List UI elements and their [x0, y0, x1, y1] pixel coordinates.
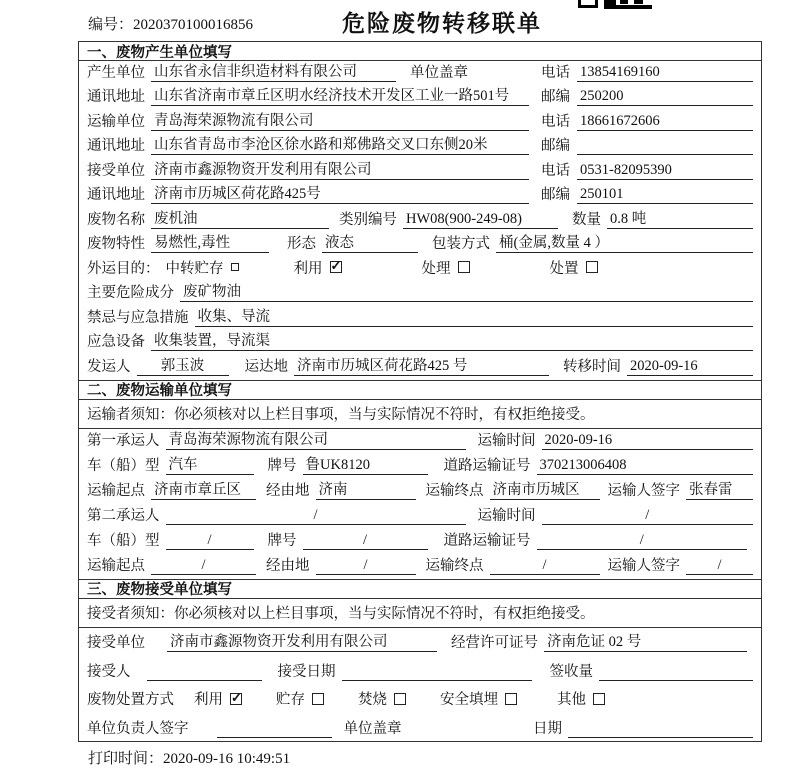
transporter-zip — [577, 138, 753, 155]
section1-header: 一、废物产生单位填写 — [79, 42, 761, 61]
packing-label: 包装方式 — [432, 236, 490, 253]
route-end-label: 运输终点 — [425, 482, 484, 499]
producer-label: 产生单位 — [87, 64, 145, 81]
waste-name: 废机油 — [151, 211, 329, 229]
hazard-value: 废矿物油 — [180, 284, 753, 302]
carrier1-row — [79, 429, 761, 454]
signed-qty-value — [599, 664, 753, 681]
page-title: 危险废物转移联单 — [342, 11, 542, 36]
disposal-method-row — [79, 685, 761, 714]
accept-person-label: 接受人 — [87, 663, 131, 680]
section2-header: 二、废物运输单位填写 — [79, 380, 761, 400]
print-time — [88, 747, 290, 768]
disposal-option-store: 贮存 — [276, 688, 324, 709]
vehicle2-plate: / — [303, 532, 428, 550]
form-number-value: 2020370100016856 — [133, 17, 254, 33]
zip-label: 邮编 — [541, 138, 570, 155]
plate-label: 牌号 — [267, 457, 297, 474]
waste-code: HW08(900-249-08) — [403, 211, 558, 229]
disposal-option-incinerate: 焚烧 — [358, 688, 406, 709]
zip-label: 邮编 — [541, 89, 570, 106]
route2-via: / — [316, 557, 416, 575]
print-time-value: 2020-09-16 10:49:51 — [163, 751, 291, 767]
waste-property-row — [79, 233, 761, 258]
zip-label: 邮编 — [541, 187, 570, 204]
purpose-label: 外运目的： — [87, 260, 160, 277]
receiver-row — [79, 159, 761, 184]
checkbox-unchecked-icon — [505, 693, 517, 705]
checkbox-unchecked-icon — [593, 693, 605, 705]
route1-row — [79, 479, 761, 504]
emergency-label: 禁忌与应急措施 — [87, 309, 189, 326]
address-label: 通讯地址 — [87, 89, 145, 106]
transporter-address: 山东省青岛市李沧区徐水路和郑佛路交叉口东侧20米 — [151, 137, 529, 155]
responsible-sign-row — [79, 713, 761, 742]
carrier2-value: / — [166, 507, 466, 525]
destination-value: 济南市历城区荷花路425 号 — [294, 358, 549, 376]
vehicle-type-label: 车（船）型 — [87, 532, 160, 549]
waste-qty-label: 数量 — [572, 211, 601, 228]
print-time-label: 打印时间： — [88, 751, 164, 767]
checkbox-checked-icon — [230, 693, 242, 705]
transporter-value: 青岛海荣源物流有限公司 — [151, 113, 529, 131]
carrier1-value: 青岛海荣源物流有限公司 — [166, 432, 466, 450]
vehicle2-row — [79, 529, 761, 554]
vehicle1-cert: 370213006408 — [537, 457, 754, 475]
accept-date-value — [342, 664, 532, 681]
accept-unit-label: 接受单位 — [87, 635, 145, 652]
route1-start: 济南市章丘区 — [151, 482, 256, 500]
transfer-time-value: 2020-09-16 — [627, 358, 753, 376]
phone-label: 电话 — [541, 64, 570, 81]
waste-name-row — [79, 208, 761, 233]
accept-unit-value: 济南市鑫源物资开发利用有限公司 — [167, 634, 437, 652]
vehicle1-row — [79, 454, 761, 479]
route1-end: 济南市历城区 — [490, 482, 600, 500]
property-label: 废物特性 — [87, 236, 145, 253]
checkbox-unchecked-icon — [312, 693, 324, 705]
form-state-value: 液态 — [322, 235, 418, 253]
address-label: 通讯地址 — [87, 187, 145, 204]
signed-qty-label: 签收量 — [549, 663, 593, 680]
form-number-label: 编号： — [88, 17, 134, 33]
unit-seal-label: 单位盖章 — [410, 64, 468, 81]
form-body — [78, 41, 762, 742]
license-label: 经营许可证号 — [451, 635, 538, 652]
producer-row — [79, 61, 761, 86]
accept-unit-row — [79, 628, 761, 657]
dispatcher-label: 发运人 — [87, 358, 131, 375]
checkbox-checked-icon — [330, 261, 342, 273]
equipment-value: 收集装置，导流渠 — [151, 333, 753, 351]
purpose-option-transfer-storage: 中转贮存 — [166, 257, 239, 278]
producer-address: 山东省济南市章丘区明水经济技术开发区工业一路501号 — [151, 88, 529, 106]
transporter-label: 运输单位 — [87, 113, 145, 130]
form-number — [88, 13, 253, 34]
date-value — [568, 721, 753, 738]
route1-via: 济南 — [316, 482, 416, 500]
receiver-value: 济南市鑫源物资开发利用有限公司 — [151, 162, 529, 180]
carrier1-time: 2020-09-16 — [542, 432, 754, 450]
transport-time-label: 运输时间 — [477, 507, 536, 524]
vehicle-type-label: 车（船）型 — [87, 457, 160, 474]
section3-notice: 接受者须知：你必须核对以上栏目事项，当与实际情况不符时，有权拒绝接受。 — [79, 599, 761, 628]
dispatcher-name: 郭玉波 — [137, 358, 229, 376]
receiver-address-row — [79, 184, 761, 209]
carrier2-row — [79, 504, 761, 529]
route1-sign: 张春雷 — [686, 482, 753, 500]
equipment-row — [79, 331, 761, 356]
route2-sign: / — [686, 557, 753, 575]
carrier2-time: / — [542, 507, 754, 525]
purpose-option-utilize: 利用 ✓ — [294, 257, 342, 278]
accept-date-label: 接受日期 — [277, 663, 336, 680]
transporter-sign-label: 运输人签字 — [607, 482, 680, 499]
route2-end: / — [490, 557, 600, 575]
emergency-value: 收集、导流 — [195, 309, 754, 327]
destination-label: 运达地 — [244, 358, 288, 375]
section2-notice: 运输者须知：你必须核对以上栏目事项，当与实际情况不符时，有权拒绝接受。 — [79, 400, 761, 429]
route-via-label: 经由地 — [266, 557, 310, 574]
purpose-option-treat: 处理 — [422, 257, 470, 278]
purpose-row — [79, 257, 761, 282]
license-value: 济南危证 02 号 — [544, 634, 747, 652]
checkbox-unchecked-icon — [458, 261, 470, 273]
producer-zip: 250200 — [577, 88, 753, 106]
checkbox-unchecked-icon — [394, 693, 406, 705]
disposal-option-utilize: 利用 ✓ — [194, 688, 242, 709]
vehicle1-type: 汽车 — [166, 457, 254, 475]
checkbox-unchecked-icon — [586, 261, 598, 273]
address-label: 通讯地址 — [87, 138, 145, 155]
responsible-sign-value — [217, 721, 332, 738]
route-start-label: 运输起点 — [87, 557, 145, 574]
phone-label: 电话 — [541, 162, 570, 179]
route-start-label: 运输起点 — [87, 482, 145, 499]
route2-row — [79, 554, 761, 579]
receiver-phone: 0531-82095390 — [577, 162, 753, 180]
route-via-label: 经由地 — [266, 482, 310, 499]
accept-person-value — [147, 664, 262, 681]
vehicle1-plate: 鲁UK8120 — [303, 457, 428, 475]
date-label: 日期 — [533, 720, 562, 737]
checkbox-unchecked-icon — [231, 263, 239, 271]
disposal-option-landfill: 安全填埋 — [440, 688, 517, 709]
receiver-label: 接受单位 — [87, 162, 145, 179]
form-state-label: 形态 — [287, 236, 316, 253]
hazard-row — [79, 282, 761, 307]
property-value: 易燃性,毒性 — [151, 235, 269, 253]
transporter-row — [79, 110, 761, 135]
road-cert-label: 道路运输证号 — [443, 532, 531, 549]
emergency-row — [79, 306, 761, 331]
producer-value: 山东省永信非织造材料有限公司 — [151, 64, 396, 82]
packing-value: 桶(金属,数量 4 ） — [496, 235, 753, 253]
carrier1-label: 第一承运人 — [87, 432, 160, 449]
transporter-address-row — [79, 135, 761, 160]
carrier2-label: 第二承运人 — [87, 507, 160, 524]
disposal-method-label: 废物处置方式 — [87, 692, 174, 709]
receiver-address: 济南市历城区荷花路425号 — [151, 186, 529, 204]
transporter-sign-label: 运输人签字 — [607, 557, 680, 574]
waste-name-label: 废物名称 — [87, 211, 145, 228]
vehicle2-cert: / — [537, 532, 748, 550]
route-end-label: 运输终点 — [425, 557, 484, 574]
road-cert-label: 道路运输证号 — [443, 457, 531, 474]
transfer-time-label: 转移时间 — [563, 358, 621, 375]
plate-label: 牌号 — [267, 532, 297, 549]
purpose-option-dispose: 处置 — [550, 257, 598, 278]
waste-qty: 0.8 吨 — [607, 211, 753, 229]
receiver-zip: 250101 — [577, 186, 753, 204]
route2-start: / — [151, 557, 256, 575]
responsible-sign-label: 单位负责人签字 — [87, 720, 189, 737]
accept-person-row — [79, 656, 761, 685]
waste-code-label: 类别编号 — [339, 211, 397, 228]
transport-time-label: 运输时间 — [477, 432, 536, 449]
section3-header: 三、废物接受单位填写 — [79, 579, 761, 599]
producer-phone: 13854169160 — [577, 64, 753, 82]
transporter-phone: 18661672606 — [577, 113, 753, 131]
unit-seal-label: 单位盖章 — [343, 720, 402, 737]
vehicle2-type: / — [166, 532, 254, 550]
dispatch-row — [79, 355, 761, 380]
disposal-option-other: 其他 — [557, 688, 605, 709]
equipment-label: 应急设备 — [87, 334, 145, 351]
producer-address-row — [79, 86, 761, 111]
phone-label: 电话 — [541, 113, 570, 130]
qr-code-fragment-icon — [578, 0, 656, 10]
hazard-label: 主要危险成分 — [87, 285, 174, 302]
